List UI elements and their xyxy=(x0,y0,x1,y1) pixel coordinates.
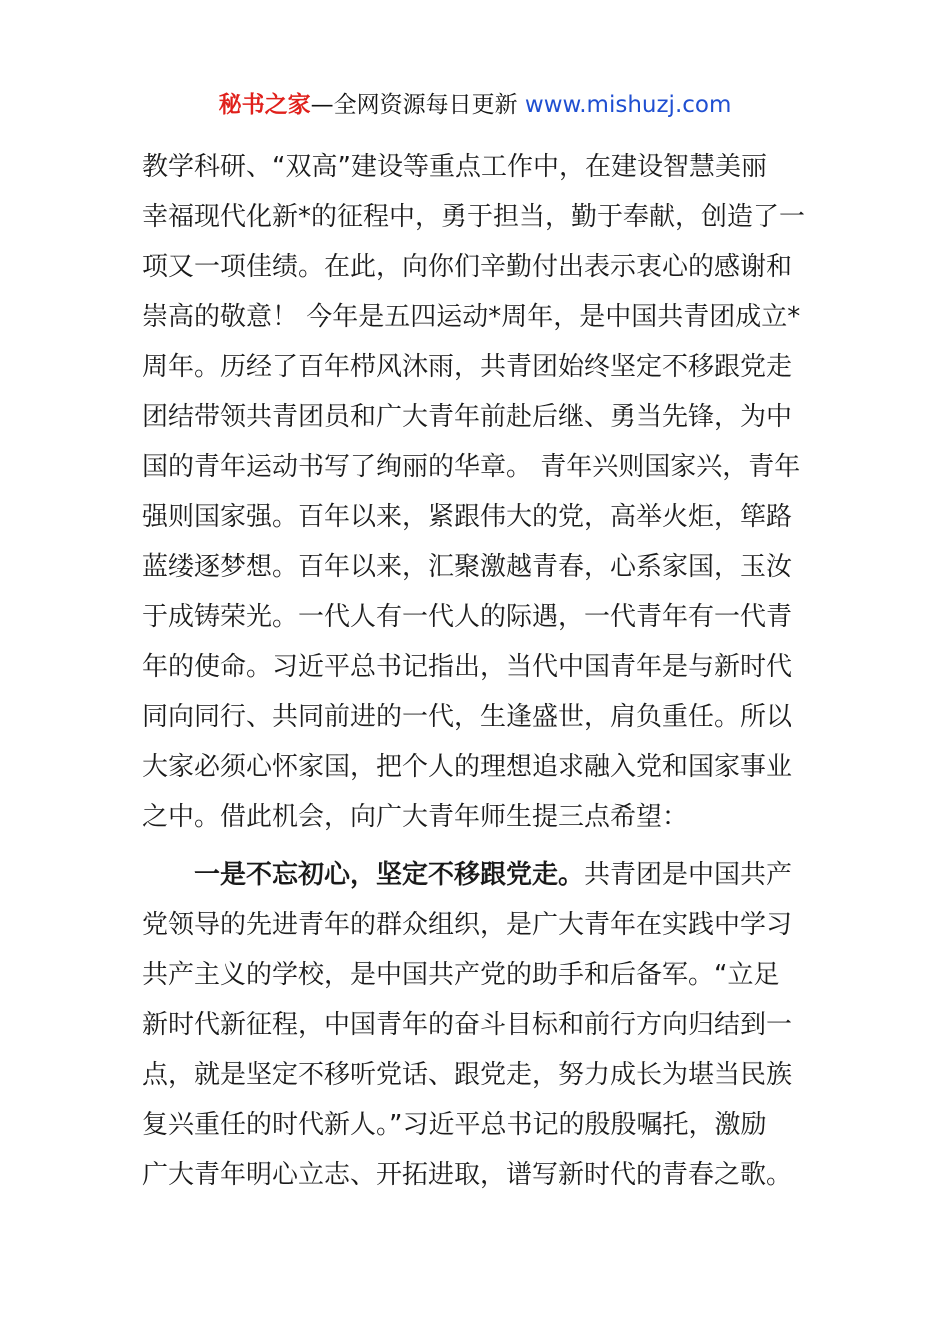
brand-name: 秘书之家 xyxy=(218,92,311,118)
text-line: 同向同行、共同前进的一代，生逢盛世，肩负重任。所以 xyxy=(142,702,793,732)
text-line: 于成铸荣光。一代人有一代人的际遇，一代青年有一代青 xyxy=(142,602,793,632)
paragraph-intro xyxy=(142,142,812,842)
text-line: 幸福现代化新*的征程中，勇于担当，勤于奉献，创造了一 xyxy=(142,202,806,232)
text-line: 周年。历经了百年栉风沐雨，共青团始终坚定不移跟党走 xyxy=(142,352,793,382)
text-line: 新时代新征程，中国青年的奋斗目标和前行方向归结到一 xyxy=(142,1010,793,1040)
text-line: 蓝缕逐梦想。百年以来，汇聚激越青春，心系家国，玉汝 xyxy=(142,552,793,582)
text-line: 复兴重任的时代新人。”习近平总书记的殷殷嘱托，激励 xyxy=(142,1110,767,1140)
document-body xyxy=(142,142,812,1200)
text-line xyxy=(142,850,812,900)
paragraph-point-one xyxy=(142,850,812,1200)
text-line: 团结带领共青团员和广大青年前赴后继、勇当先锋，为中 xyxy=(142,402,793,432)
text-line: 年的使命。习近平总书记指出，当代中国青年是与新时代 xyxy=(142,652,793,682)
text-line: 项又一项佳绩。在此，向你们辛勤付出表示衷心的感谢和 xyxy=(142,252,793,282)
text-line: 强则国家强。百年以来，紧跟伟大的党，高举火炬，筚路 xyxy=(142,502,793,532)
text-line: 教学科研、“双高”建设等重点工作中，在建设智慧美丽 xyxy=(142,152,767,182)
header-tagline: —全网资源每日更新 xyxy=(310,92,525,118)
site-url-link[interactable]: www.mishuzj.com xyxy=(524,92,732,118)
point-one-first-line-rest: 共青团是中国共产 xyxy=(584,860,793,890)
text-line: 共产主义的学校，是中国共产党的助手和后备军。“立足 xyxy=(142,960,780,990)
text-line: 党领导的先进青年的群众组织，是广大青年在实践中学习 xyxy=(142,910,793,940)
text-line: 大家必须心怀家国，把个人的理想追求融入党和国家事业 xyxy=(142,752,793,782)
text-line: 广大青年明心立志、开拓进取，谱写新时代的青春之歌。 xyxy=(142,1160,793,1190)
text-line: 崇高的敬意！ 今年是五四运动*周年，是中国共青团成立* xyxy=(142,302,801,332)
point-one-heading: 一是不忘初心，坚定不移跟党走。 xyxy=(194,860,585,890)
page-header xyxy=(0,88,950,122)
text-line: 国的青年运动书写了绚丽的华章。 青年兴则国家兴，青年 xyxy=(142,452,801,482)
text-line: 点，就是坚定不移听党话、跟党走，努力成长为堪当民族 xyxy=(142,1060,793,1090)
text-line: 之中。借此机会，向广大青年师生提三点希望： xyxy=(142,802,689,832)
